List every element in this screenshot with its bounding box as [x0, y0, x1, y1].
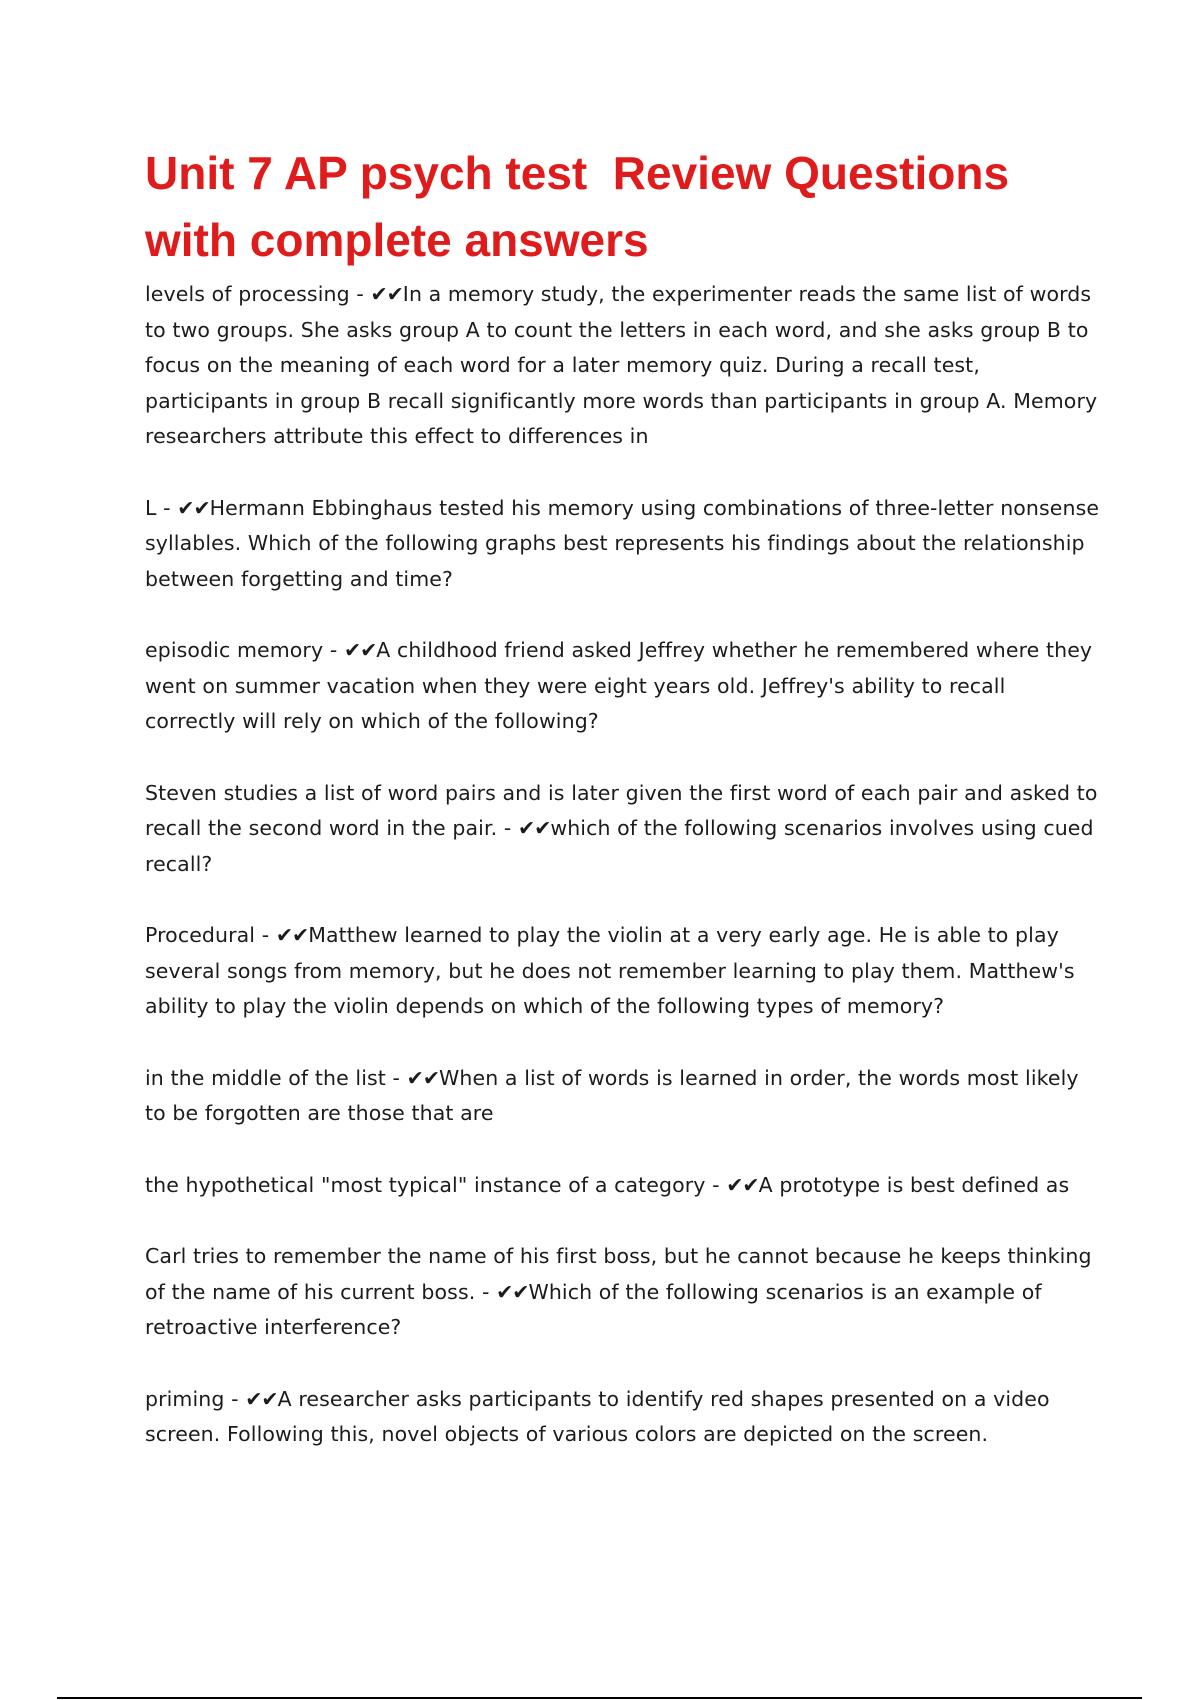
checkmark-icon: ✔✔: [517, 816, 551, 840]
checkmark-icon: ✔✔: [177, 495, 210, 520]
qa-term: L: [145, 495, 157, 520]
checkmark-icon: ✔✔: [496, 1279, 529, 1304]
qa-text: When a list of words is learned in order, the words most likely to be forgotten are those that are: [145, 1065, 1079, 1125]
qa-term: in the middle of the list: [145, 1065, 386, 1090]
checkmark-icon: ✔✔: [245, 1386, 278, 1411]
qa-term: the hypothetical "most typical" instance of a category: [145, 1172, 706, 1197]
qa-item: [145, 633, 1100, 740]
qa-term: episodic memory: [145, 638, 324, 662]
qa-separator: -: [705, 1172, 727, 1197]
qa-term: levels of processing: [145, 282, 350, 306]
qa-item: [145, 918, 1100, 1025]
title-line-1: Unit 7 AP psych test Review Questions: [145, 147, 1010, 199]
qa-separator: -: [349, 282, 371, 306]
qa-text: A researcher asks participants to identify red shapes presented on a video screen. Following this, novel objects of various colors are depicted on the screen.: [145, 1386, 1050, 1446]
qa-text: A childhood friend asked Jeffrey whether he remembered where they went on summer vacation when they were eight years old. Jeffrey's ability to recall correctly will rely on which of the following?: [145, 638, 1093, 733]
checkmark-icon: ✔✔: [370, 282, 403, 306]
qa-separator: -: [497, 816, 518, 840]
checkmark-icon: ✔✔: [406, 1065, 440, 1090]
qa-text: In a memory study, the experimenter reads the same list of words to two groups. She asks group A to count the letters in each word, and she asks group B to focus on the meaning of each word for a later memory quiz. During a recall test, participants in group B recall significantly more words than participants in group A. Memory researchers attribute this effect to differences in: [145, 282, 1098, 448]
qa-term: priming: [145, 1386, 225, 1411]
qa-text: Matthew learned to play the violin at a very early age. He is able to play several songs from memory, but he does not remember learning to play them. Matthew's ability to play the violin depends on which of the following types of memory?: [145, 923, 1075, 1018]
qa-separator: -: [224, 1386, 246, 1411]
qa-term: Carl tries to remember the name of his first boss, but he cannot because he keeps thinking of the name of his current boss.: [145, 1244, 1092, 1304]
title-line-2: with complete answers: [145, 214, 649, 266]
qa-text: A prototype is best defined as: [758, 1172, 1070, 1197]
qa-separator: -: [475, 1279, 497, 1304]
qa-term: Steven studies a list of word pairs and is later given the first word of each pair and asked to recall the second word in the pair.: [145, 780, 1098, 840]
checkmark-icon: ✔✔: [726, 1172, 759, 1197]
checkmark-icon: ✔✔: [275, 923, 309, 947]
qa-list: [145, 277, 1100, 1489]
footer-divider: [57, 1697, 1142, 1699]
document-title: [145, 140, 1105, 274]
qa-separator: -: [156, 495, 178, 520]
qa-separator: -: [255, 923, 276, 947]
qa-item: [145, 1168, 1100, 1204]
qa-item: [145, 776, 1100, 883]
qa-text: which of the following scenarios involves using cued recall?: [145, 816, 1094, 876]
qa-item: [145, 277, 1100, 455]
qa-item: [145, 491, 1100, 598]
checkmark-icon: ✔✔: [343, 638, 377, 662]
qa-separator: -: [323, 638, 344, 662]
qa-item: [145, 1061, 1100, 1132]
qa-text: Which of the following scenarios is an example of retroactive interference?: [145, 1279, 1042, 1339]
qa-separator: -: [385, 1065, 407, 1090]
qa-term: Procedural: [145, 923, 256, 947]
qa-text: Hermann Ebbinghaus tested his memory using combinations of three-letter nonsense syllables. Which of the following graphs best represents his findings about the relationship between forgetting and time?: [145, 495, 1100, 591]
qa-item: [145, 1382, 1100, 1453]
qa-item: [145, 1239, 1100, 1346]
